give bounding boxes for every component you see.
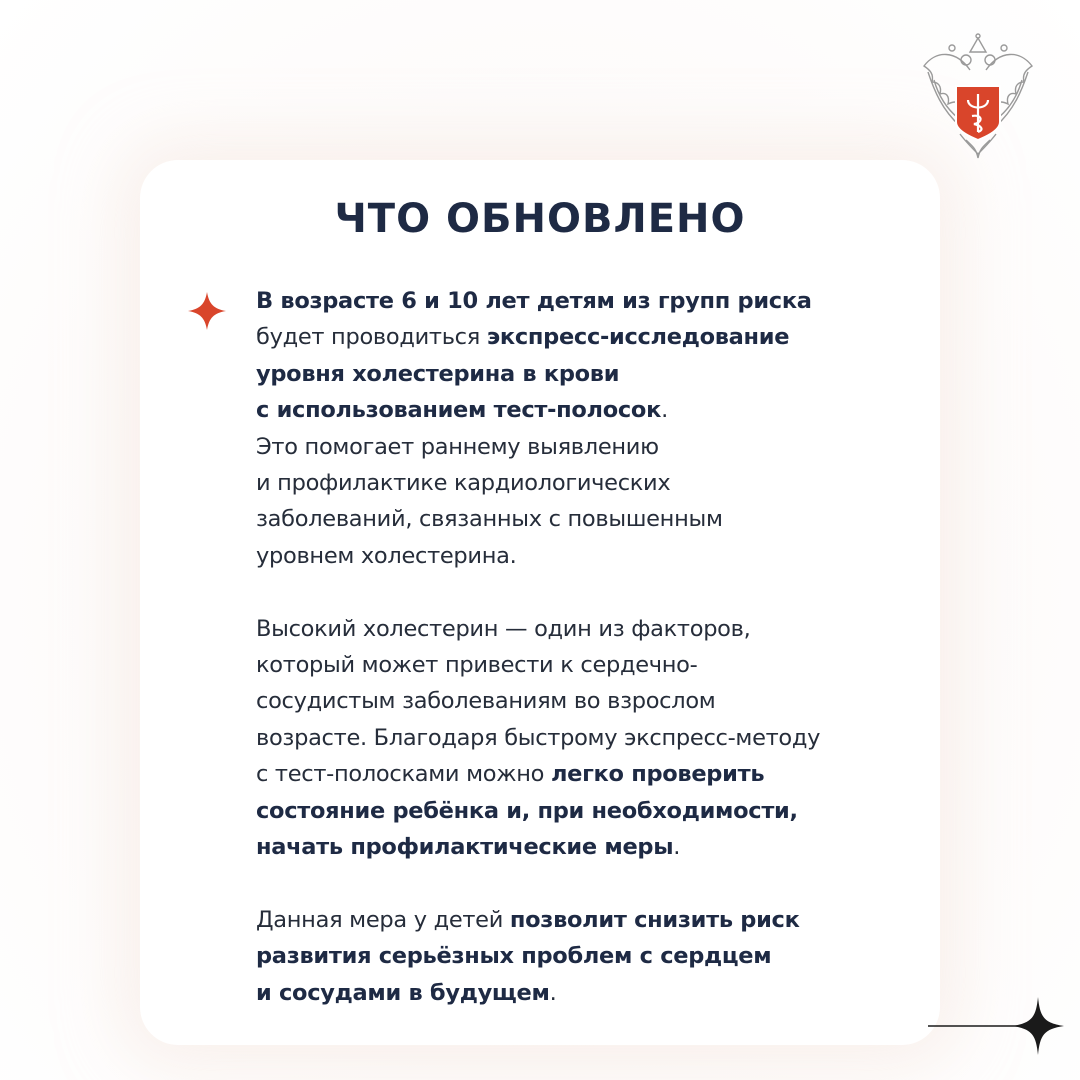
text-line: [256, 647, 916, 683]
text-line: [256, 756, 916, 792]
bold-text: уровня холестерина в крови: [256, 360, 620, 387]
text-line: [256, 392, 916, 428]
page-title: ЧТО ОБНОВЛЕНО: [334, 196, 746, 242]
regular-text: .: [673, 834, 681, 861]
regular-text: заболеваний, связанных с повышенным: [256, 506, 723, 533]
text-line: [256, 501, 916, 537]
paragraph-3: [256, 902, 916, 1011]
four-point-star-icon: [187, 291, 227, 331]
regular-text: Данная мера у детей: [256, 906, 510, 933]
bold-text: развития серьёзных проблем с сердцем: [256, 943, 772, 970]
bold-text: позволит снизить риск: [509, 906, 800, 933]
text-line: [256, 683, 916, 719]
text-line: [256, 938, 916, 974]
paragraph-1: [256, 283, 916, 574]
text-line: [256, 793, 916, 829]
text-line: [256, 975, 916, 1011]
text-line: [256, 611, 916, 647]
bold-text: легко проверить: [550, 761, 765, 788]
regular-text: уровнем холестерина.: [256, 542, 517, 569]
regular-text: будет проводиться: [256, 324, 487, 351]
text-line: [256, 465, 916, 501]
regular-text: и профилактике кардиологических: [256, 470, 671, 497]
bold-text: состояние ребёнка и, при необходимости,: [256, 797, 798, 824]
sparkle-line-icon: [926, 995, 1066, 1065]
text-line: [256, 720, 916, 756]
regular-text: Высокий холестерин — один из факторов,: [256, 615, 751, 642]
text-line: [256, 538, 916, 574]
regular-text: с тест-полосками можно: [256, 761, 551, 788]
regular-text: возрасте. Благодаря быстрому экспресс-методу: [256, 724, 821, 751]
text-line: [256, 829, 916, 865]
text-line: [256, 902, 916, 938]
regular-text: который может привести к сердечно-: [256, 652, 698, 679]
regular-text: .: [549, 979, 557, 1006]
bold-text: с использованием тест-полосок: [256, 397, 662, 424]
regular-text: Это помогает раннему выявлению: [256, 433, 659, 460]
bold-text: начать профилактические меры: [256, 834, 674, 861]
bold-text: и сосудами в будущем: [256, 979, 550, 1006]
regular-text: .: [661, 397, 668, 424]
double-headed-eagle-emblem-icon: [916, 30, 1040, 162]
text-line: [256, 429, 916, 465]
bold-text: экспресс-исследование: [486, 324, 790, 351]
text-line: [256, 319, 916, 355]
body-text: [256, 283, 916, 1011]
text-line: [256, 283, 916, 319]
text-line: [256, 356, 916, 392]
paragraph-2: [256, 611, 916, 866]
bold-text: В возрасте 6 и 10 лет детям из групп риска: [256, 288, 812, 314]
regular-text: сосудистым заболеваниям во взрослом: [256, 688, 716, 715]
